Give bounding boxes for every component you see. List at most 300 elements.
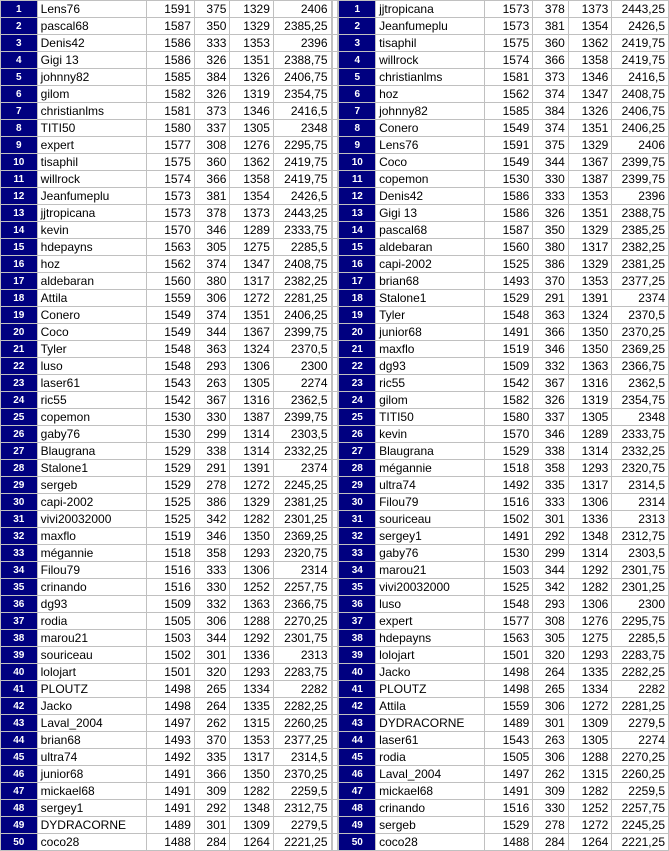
total-cell[interactable]: 2281,25 xyxy=(273,290,331,307)
score-b-cell[interactable]: 299 xyxy=(533,545,569,562)
table-row[interactable] xyxy=(1,358,332,375)
rank-cell[interactable]: 42 xyxy=(1,698,38,715)
score-b-cell[interactable]: 301 xyxy=(194,817,230,834)
rank-cell[interactable]: 49 xyxy=(1,817,38,834)
score-c-cell[interactable]: 1314 xyxy=(568,443,611,460)
score-b-cell[interactable]: 330 xyxy=(194,579,230,596)
table-row[interactable] xyxy=(339,613,669,630)
total-cell[interactable]: 2385,25 xyxy=(273,18,331,35)
rank-cell[interactable]: 11 xyxy=(339,171,376,188)
score-b-cell[interactable]: 332 xyxy=(533,358,569,375)
table-row[interactable] xyxy=(339,766,669,783)
score-a-cell[interactable]: 1586 xyxy=(146,52,194,69)
name-cell[interactable]: Conero xyxy=(37,307,146,324)
score-c-cell[interactable]: 1264 xyxy=(230,834,273,851)
score-b-cell[interactable]: 386 xyxy=(533,256,569,273)
score-c-cell[interactable]: 1309 xyxy=(568,715,611,732)
total-cell[interactable]: 2314,5 xyxy=(612,477,669,494)
rank-cell[interactable]: 19 xyxy=(339,307,376,324)
score-c-cell[interactable]: 1326 xyxy=(568,103,611,120)
score-c-cell[interactable]: 1317 xyxy=(568,477,611,494)
table-row[interactable] xyxy=(339,52,669,69)
rank-cell[interactable]: 1 xyxy=(339,1,376,18)
score-b-cell[interactable]: 363 xyxy=(194,341,230,358)
rank-cell[interactable]: 6 xyxy=(1,86,38,103)
score-c-cell[interactable]: 1315 xyxy=(230,715,273,732)
total-cell[interactable]: 2388,75 xyxy=(612,205,669,222)
name-cell[interactable]: vivi20032000 xyxy=(37,511,146,528)
total-cell[interactable]: 2245,25 xyxy=(273,477,331,494)
table-row[interactable] xyxy=(339,698,669,715)
total-cell[interactable]: 2406 xyxy=(273,1,331,18)
name-cell[interactable]: Jeanfumeplu xyxy=(37,188,146,205)
table-row[interactable] xyxy=(1,273,332,290)
score-c-cell[interactable]: 1316 xyxy=(568,375,611,392)
score-a-cell[interactable]: 1562 xyxy=(146,256,194,273)
table-row[interactable] xyxy=(1,426,332,443)
rank-cell[interactable]: 47 xyxy=(1,783,38,800)
rank-cell[interactable]: 10 xyxy=(339,154,376,171)
rank-cell[interactable]: 11 xyxy=(1,171,38,188)
name-cell[interactable]: Coco xyxy=(37,324,146,341)
rank-cell[interactable]: 9 xyxy=(339,137,376,154)
score-a-cell[interactable]: 1525 xyxy=(146,511,194,528)
name-cell[interactable]: Laval_2004 xyxy=(37,715,146,732)
score-b-cell[interactable]: 346 xyxy=(533,426,569,443)
score-b-cell[interactable]: 337 xyxy=(194,120,230,137)
score-b-cell[interactable]: 374 xyxy=(533,86,569,103)
rank-cell[interactable]: 18 xyxy=(1,290,38,307)
score-a-cell[interactable]: 1577 xyxy=(485,613,533,630)
score-a-cell[interactable]: 1492 xyxy=(485,477,533,494)
name-cell[interactable]: expert xyxy=(37,137,146,154)
score-a-cell[interactable]: 1505 xyxy=(146,613,194,630)
total-cell[interactable]: 2295,75 xyxy=(273,137,331,154)
total-cell[interactable]: 2354,75 xyxy=(612,392,669,409)
score-c-cell[interactable]: 1305 xyxy=(568,409,611,426)
score-c-cell[interactable]: 1272 xyxy=(568,698,611,715)
name-cell[interactable]: capi-2002 xyxy=(37,494,146,511)
score-b-cell[interactable]: 380 xyxy=(533,239,569,256)
total-cell[interactable]: 2295,75 xyxy=(612,613,669,630)
total-cell[interactable]: 2314 xyxy=(612,494,669,511)
rank-cell[interactable]: 5 xyxy=(1,69,38,86)
name-cell[interactable]: gilom xyxy=(37,86,146,103)
table-row[interactable] xyxy=(339,69,669,86)
score-a-cell[interactable]: 1562 xyxy=(485,86,533,103)
name-cell[interactable]: mégannie xyxy=(37,545,146,562)
score-a-cell[interactable]: 1548 xyxy=(146,358,194,375)
score-c-cell[interactable]: 1289 xyxy=(568,426,611,443)
score-c-cell[interactable]: 1276 xyxy=(230,137,273,154)
score-a-cell[interactable]: 1529 xyxy=(485,290,533,307)
rank-cell[interactable]: 41 xyxy=(1,681,38,698)
score-a-cell[interactable]: 1581 xyxy=(485,69,533,86)
score-c-cell[interactable]: 1272 xyxy=(230,290,273,307)
total-cell[interactable]: 2382,25 xyxy=(273,273,331,290)
name-cell[interactable]: sergey1 xyxy=(376,528,485,545)
table-row[interactable] xyxy=(339,18,669,35)
score-b-cell[interactable]: 344 xyxy=(194,324,230,341)
rank-cell[interactable]: 19 xyxy=(1,307,38,324)
name-cell[interactable]: luso xyxy=(37,358,146,375)
score-a-cell[interactable]: 1516 xyxy=(146,579,194,596)
score-b-cell[interactable]: 384 xyxy=(533,103,569,120)
score-c-cell[interactable]: 1335 xyxy=(230,698,273,715)
table-row[interactable] xyxy=(339,137,669,154)
total-cell[interactable]: 2406 xyxy=(612,137,669,154)
score-a-cell[interactable]: 1530 xyxy=(485,545,533,562)
rank-cell[interactable]: 46 xyxy=(339,766,376,783)
total-cell[interactable]: 2419,75 xyxy=(612,52,669,69)
score-c-cell[interactable]: 1314 xyxy=(568,545,611,562)
total-cell[interactable]: 2332,25 xyxy=(612,443,669,460)
score-b-cell[interactable]: 373 xyxy=(533,69,569,86)
name-cell[interactable]: coco28 xyxy=(37,834,146,851)
total-cell[interactable]: 2408,75 xyxy=(273,256,331,273)
name-cell[interactable]: Jeanfumeplu xyxy=(376,18,485,35)
table-row[interactable] xyxy=(339,834,669,851)
name-cell[interactable]: ric55 xyxy=(376,375,485,392)
score-c-cell[interactable]: 1353 xyxy=(568,188,611,205)
score-b-cell[interactable]: 301 xyxy=(194,647,230,664)
score-a-cell[interactable]: 1543 xyxy=(146,375,194,392)
score-a-cell[interactable]: 1582 xyxy=(146,86,194,103)
total-cell[interactable]: 2333,75 xyxy=(612,426,669,443)
score-a-cell[interactable]: 1548 xyxy=(146,341,194,358)
table-row[interactable] xyxy=(1,630,332,647)
name-cell[interactable]: Filou79 xyxy=(376,494,485,511)
score-a-cell[interactable]: 1581 xyxy=(146,103,194,120)
table-row[interactable] xyxy=(1,256,332,273)
score-a-cell[interactable]: 1563 xyxy=(485,630,533,647)
score-c-cell[interactable]: 1351 xyxy=(568,205,611,222)
score-c-cell[interactable]: 1334 xyxy=(230,681,273,698)
total-cell[interactable]: 2374 xyxy=(612,290,669,307)
total-cell[interactable]: 2320,75 xyxy=(612,460,669,477)
score-b-cell[interactable]: 360 xyxy=(194,154,230,171)
score-b-cell[interactable]: 366 xyxy=(194,766,230,783)
score-b-cell[interactable]: 330 xyxy=(194,409,230,426)
total-cell[interactable]: 2300 xyxy=(612,596,669,613)
score-b-cell[interactable]: 301 xyxy=(533,511,569,528)
name-cell[interactable]: TITI50 xyxy=(376,409,485,426)
score-c-cell[interactable]: 1282 xyxy=(568,783,611,800)
table-row[interactable] xyxy=(1,307,332,324)
name-cell[interactable]: kevin xyxy=(37,222,146,239)
table-row[interactable] xyxy=(1,188,332,205)
score-b-cell[interactable]: 308 xyxy=(194,137,230,154)
name-cell[interactable]: gilom xyxy=(376,392,485,409)
name-cell[interactable]: Blaugrana xyxy=(376,443,485,460)
name-cell[interactable]: tisaphil xyxy=(37,154,146,171)
name-cell[interactable]: Gigi 13 xyxy=(37,52,146,69)
score-a-cell[interactable]: 1549 xyxy=(146,307,194,324)
rank-cell[interactable]: 37 xyxy=(339,613,376,630)
total-cell[interactable]: 2312,75 xyxy=(273,800,331,817)
total-cell[interactable]: 2281,25 xyxy=(612,698,669,715)
total-cell[interactable]: 2416,5 xyxy=(612,69,669,86)
score-c-cell[interactable]: 1346 xyxy=(568,69,611,86)
total-cell[interactable]: 2369,25 xyxy=(273,528,331,545)
table-row[interactable] xyxy=(1,69,332,86)
score-b-cell[interactable]: 374 xyxy=(533,120,569,137)
table-row[interactable] xyxy=(339,443,669,460)
total-cell[interactable]: 2282,25 xyxy=(273,698,331,715)
score-a-cell[interactable]: 1530 xyxy=(485,171,533,188)
score-c-cell[interactable]: 1391 xyxy=(230,460,273,477)
total-cell[interactable]: 2221,25 xyxy=(273,834,331,851)
rank-cell[interactable]: 48 xyxy=(339,800,376,817)
score-c-cell[interactable]: 1363 xyxy=(568,358,611,375)
score-b-cell[interactable]: 366 xyxy=(533,52,569,69)
score-a-cell[interactable]: 1503 xyxy=(146,630,194,647)
total-cell[interactable]: 2301,75 xyxy=(273,630,331,647)
score-a-cell[interactable]: 1586 xyxy=(146,35,194,52)
total-cell[interactable]: 2348 xyxy=(612,409,669,426)
table-row[interactable] xyxy=(339,86,669,103)
table-row[interactable] xyxy=(1,222,332,239)
rank-cell[interactable]: 20 xyxy=(339,324,376,341)
table-row[interactable] xyxy=(1,154,332,171)
score-b-cell[interactable]: 374 xyxy=(194,256,230,273)
score-a-cell[interactable]: 1549 xyxy=(146,324,194,341)
score-b-cell[interactable]: 306 xyxy=(194,290,230,307)
score-c-cell[interactable]: 1329 xyxy=(568,137,611,154)
name-cell[interactable]: junior68 xyxy=(37,766,146,783)
name-cell[interactable]: Stalone1 xyxy=(376,290,485,307)
table-row[interactable] xyxy=(1,749,332,766)
score-a-cell[interactable]: 1530 xyxy=(146,409,194,426)
total-cell[interactable]: 2259,5 xyxy=(273,783,331,800)
score-c-cell[interactable]: 1358 xyxy=(230,171,273,188)
score-c-cell[interactable]: 1329 xyxy=(568,222,611,239)
score-a-cell[interactable]: 1570 xyxy=(146,222,194,239)
score-a-cell[interactable]: 1498 xyxy=(485,664,533,681)
name-cell[interactable]: Stalone1 xyxy=(37,460,146,477)
score-c-cell[interactable]: 1282 xyxy=(568,579,611,596)
score-a-cell[interactable]: 1491 xyxy=(485,783,533,800)
total-cell[interactable]: 2282,25 xyxy=(612,664,669,681)
score-b-cell[interactable]: 320 xyxy=(194,664,230,681)
table-row[interactable] xyxy=(1,596,332,613)
score-a-cell[interactable]: 1549 xyxy=(485,120,533,137)
name-cell[interactable]: maxflo xyxy=(37,528,146,545)
total-cell[interactable]: 2369,25 xyxy=(612,341,669,358)
name-cell[interactable]: copemon xyxy=(37,409,146,426)
score-a-cell[interactable]: 1585 xyxy=(485,103,533,120)
total-cell[interactable]: 2396 xyxy=(612,188,669,205)
score-a-cell[interactable]: 1574 xyxy=(146,171,194,188)
table-row[interactable] xyxy=(1,341,332,358)
score-b-cell[interactable]: 333 xyxy=(194,562,230,579)
score-b-cell[interactable]: 346 xyxy=(194,222,230,239)
total-cell[interactable]: 2399,75 xyxy=(273,324,331,341)
score-a-cell[interactable]: 1587 xyxy=(485,222,533,239)
rank-cell[interactable]: 16 xyxy=(1,256,38,273)
score-c-cell[interactable]: 1387 xyxy=(568,171,611,188)
total-cell[interactable]: 2366,75 xyxy=(612,358,669,375)
score-c-cell[interactable]: 1329 xyxy=(230,494,273,511)
name-cell[interactable]: Coco xyxy=(376,154,485,171)
score-c-cell[interactable]: 1264 xyxy=(568,834,611,851)
score-b-cell[interactable]: 342 xyxy=(194,511,230,528)
table-row[interactable] xyxy=(339,528,669,545)
score-c-cell[interactable]: 1335 xyxy=(568,664,611,681)
table-row[interactable] xyxy=(1,562,332,579)
score-c-cell[interactable]: 1272 xyxy=(230,477,273,494)
total-cell[interactable]: 2381,25 xyxy=(273,494,331,511)
score-b-cell[interactable]: 292 xyxy=(533,528,569,545)
rank-cell[interactable]: 23 xyxy=(1,375,38,392)
total-cell[interactable]: 2370,5 xyxy=(273,341,331,358)
table-row[interactable] xyxy=(1,681,332,698)
name-cell[interactable]: mégannie xyxy=(376,460,485,477)
score-a-cell[interactable]: 1543 xyxy=(485,732,533,749)
rank-cell[interactable]: 33 xyxy=(1,545,38,562)
score-c-cell[interactable]: 1347 xyxy=(568,86,611,103)
total-cell[interactable]: 2443,25 xyxy=(273,205,331,222)
score-b-cell[interactable]: 346 xyxy=(194,528,230,545)
score-a-cell[interactable]: 1502 xyxy=(485,511,533,528)
table-row[interactable] xyxy=(1,409,332,426)
score-b-cell[interactable]: 374 xyxy=(194,307,230,324)
name-cell[interactable]: copemon xyxy=(376,171,485,188)
score-a-cell[interactable]: 1493 xyxy=(146,732,194,749)
name-cell[interactable]: aldebaran xyxy=(376,239,485,256)
rank-cell[interactable]: 24 xyxy=(1,392,38,409)
score-a-cell[interactable]: 1516 xyxy=(146,562,194,579)
total-cell[interactable]: 2374 xyxy=(273,460,331,477)
score-b-cell[interactable]: 366 xyxy=(194,171,230,188)
rank-cell[interactable]: 45 xyxy=(1,749,38,766)
score-c-cell[interactable]: 1272 xyxy=(568,817,611,834)
score-c-cell[interactable]: 1293 xyxy=(568,647,611,664)
table-row[interactable] xyxy=(339,103,669,120)
table-row[interactable] xyxy=(1,698,332,715)
name-cell[interactable]: Gigi 13 xyxy=(376,205,485,222)
score-b-cell[interactable]: 284 xyxy=(194,834,230,851)
score-a-cell[interactable]: 1574 xyxy=(485,52,533,69)
score-b-cell[interactable]: 301 xyxy=(533,715,569,732)
score-a-cell[interactable]: 1587 xyxy=(146,18,194,35)
rank-cell[interactable]: 39 xyxy=(339,647,376,664)
table-row[interactable] xyxy=(1,460,332,477)
name-cell[interactable]: mickael68 xyxy=(376,783,485,800)
name-cell[interactable]: ric55 xyxy=(37,392,146,409)
total-cell[interactable]: 2370,25 xyxy=(273,766,331,783)
table-row[interactable] xyxy=(339,392,669,409)
score-c-cell[interactable]: 1293 xyxy=(568,460,611,477)
score-b-cell[interactable]: 306 xyxy=(533,749,569,766)
table-row[interactable] xyxy=(1,579,332,596)
name-cell[interactable]: capi-2002 xyxy=(376,256,485,273)
rank-cell[interactable]: 29 xyxy=(339,477,376,494)
total-cell[interactable]: 2362,5 xyxy=(612,375,669,392)
score-b-cell[interactable]: 381 xyxy=(194,188,230,205)
score-a-cell[interactable]: 1542 xyxy=(485,375,533,392)
score-b-cell[interactable]: 344 xyxy=(194,630,230,647)
score-a-cell[interactable]: 1548 xyxy=(485,307,533,324)
rank-cell[interactable]: 29 xyxy=(1,477,38,494)
table-row[interactable] xyxy=(1,137,332,154)
score-c-cell[interactable]: 1353 xyxy=(568,273,611,290)
rank-cell[interactable]: 22 xyxy=(339,358,376,375)
score-a-cell[interactable]: 1548 xyxy=(485,596,533,613)
name-cell[interactable]: rodia xyxy=(37,613,146,630)
name-cell[interactable]: Lens76 xyxy=(37,1,146,18)
name-cell[interactable]: PLOUTZ xyxy=(37,681,146,698)
table-row[interactable] xyxy=(339,171,669,188)
table-row[interactable] xyxy=(339,715,669,732)
rank-cell[interactable]: 12 xyxy=(1,188,38,205)
score-c-cell[interactable]: 1324 xyxy=(568,307,611,324)
score-a-cell[interactable]: 1573 xyxy=(485,18,533,35)
name-cell[interactable]: sergeb xyxy=(376,817,485,834)
total-cell[interactable]: 2354,75 xyxy=(273,86,331,103)
score-a-cell[interactable]: 1498 xyxy=(146,698,194,715)
total-cell[interactable]: 2377,25 xyxy=(273,732,331,749)
score-a-cell[interactable]: 1493 xyxy=(485,273,533,290)
name-cell[interactable]: marou21 xyxy=(376,562,485,579)
rank-cell[interactable]: 38 xyxy=(339,630,376,647)
score-c-cell[interactable]: 1373 xyxy=(230,205,273,222)
rank-cell[interactable]: 13 xyxy=(339,205,376,222)
score-b-cell[interactable]: 338 xyxy=(194,443,230,460)
score-c-cell[interactable]: 1282 xyxy=(230,783,273,800)
table-row[interactable] xyxy=(339,647,669,664)
table-row[interactable] xyxy=(339,375,669,392)
table-row[interactable] xyxy=(1,477,332,494)
score-a-cell[interactable]: 1525 xyxy=(485,256,533,273)
rank-cell[interactable]: 43 xyxy=(1,715,38,732)
score-b-cell[interactable]: 335 xyxy=(194,749,230,766)
total-cell[interactable]: 2388,75 xyxy=(273,52,331,69)
total-cell[interactable]: 2385,25 xyxy=(612,222,669,239)
score-c-cell[interactable]: 1362 xyxy=(568,35,611,52)
table-row[interactable] xyxy=(1,103,332,120)
rank-cell[interactable]: 7 xyxy=(1,103,38,120)
name-cell[interactable]: Denis42 xyxy=(37,35,146,52)
name-cell[interactable]: PLOUTZ xyxy=(376,681,485,698)
score-b-cell[interactable]: 320 xyxy=(533,647,569,664)
name-cell[interactable]: hoz xyxy=(376,86,485,103)
total-cell[interactable]: 2406,75 xyxy=(273,69,331,86)
name-cell[interactable]: hoz xyxy=(37,256,146,273)
score-b-cell[interactable]: 375 xyxy=(533,137,569,154)
rank-cell[interactable]: 34 xyxy=(1,562,38,579)
name-cell[interactable]: junior68 xyxy=(376,324,485,341)
name-cell[interactable]: Denis42 xyxy=(376,188,485,205)
rank-cell[interactable]: 50 xyxy=(1,834,38,851)
score-a-cell[interactable]: 1542 xyxy=(146,392,194,409)
rank-cell[interactable]: 21 xyxy=(1,341,38,358)
rank-cell[interactable]: 2 xyxy=(339,18,376,35)
score-b-cell[interactable]: 350 xyxy=(194,18,230,35)
rank-cell[interactable]: 33 xyxy=(339,545,376,562)
score-b-cell[interactable]: 284 xyxy=(533,834,569,851)
score-b-cell[interactable]: 370 xyxy=(533,273,569,290)
score-c-cell[interactable]: 1252 xyxy=(230,579,273,596)
score-b-cell[interactable]: 326 xyxy=(194,52,230,69)
score-a-cell[interactable]: 1529 xyxy=(146,477,194,494)
total-cell[interactable]: 2260,25 xyxy=(273,715,331,732)
name-cell[interactable]: crinando xyxy=(37,579,146,596)
score-a-cell[interactable]: 1559 xyxy=(146,290,194,307)
rank-cell[interactable]: 22 xyxy=(1,358,38,375)
rank-cell[interactable]: 4 xyxy=(1,52,38,69)
score-b-cell[interactable]: 344 xyxy=(533,154,569,171)
